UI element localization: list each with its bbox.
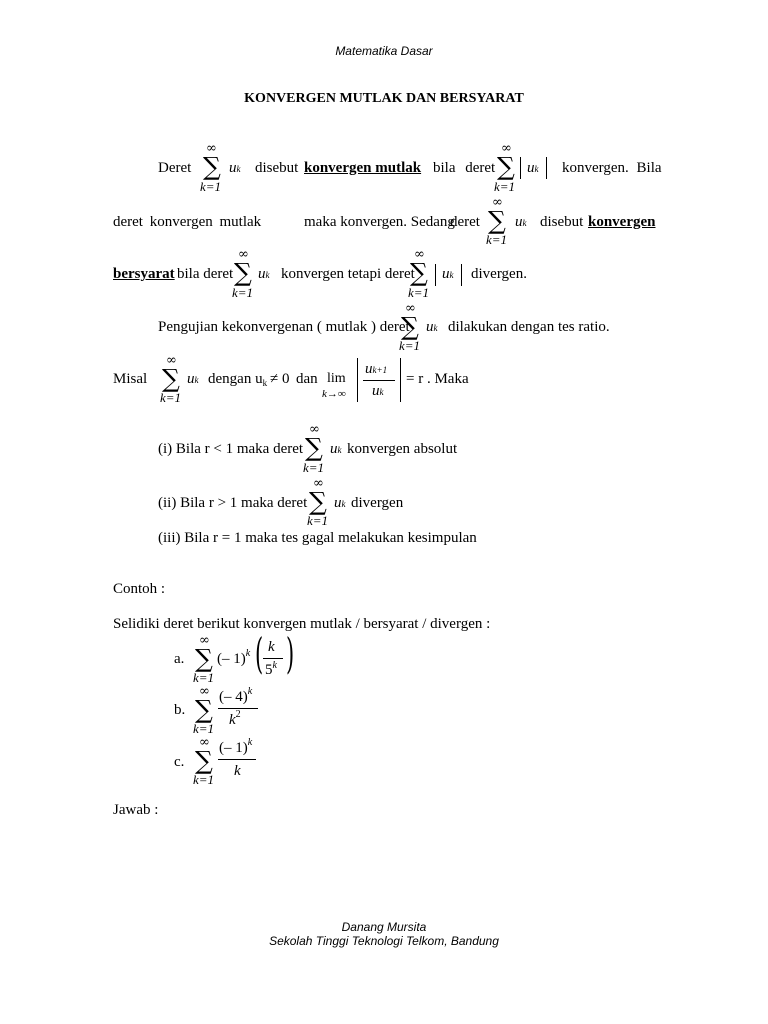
sigma-upper: ∞ <box>501 141 512 156</box>
text-deret-konvergen-mutlak: deret konvergen mutlak <box>113 214 262 230</box>
sigma-upper: ∞ <box>166 353 177 368</box>
rule-ii-result: divergen <box>351 495 404 511</box>
sigma-upper: ∞ <box>238 247 249 262</box>
term-bersyarat: bersyarat <box>113 266 175 282</box>
sigma-symbol: ∑ <box>203 152 221 181</box>
item-b-numerator: (– 4)$^k$ <box>219 686 253 705</box>
uk-term: uk <box>330 441 342 457</box>
lim-subscript: k→∞ <box>322 388 346 400</box>
sigma-lower: k=1 <box>200 179 222 194</box>
text-misal: Misal <box>113 371 148 387</box>
uk-term: uk <box>334 495 346 511</box>
item-a-denominator: 5$^k$ <box>265 660 277 678</box>
sigma-lower: k=1 <box>486 232 508 247</box>
text-konvergen-bila: konvergen. Bila <box>562 160 662 176</box>
sigma-symbol: ∑ <box>497 152 515 181</box>
jawab-label: Jawab : <box>113 802 159 818</box>
text-tes-ratio: dilakukan dengan tes ratio. <box>448 319 610 335</box>
abs-bar-right <box>461 264 462 286</box>
text-konvergen-tetapi: konvergen tetapi deret <box>281 266 415 282</box>
text-disebut: disebut <box>255 160 299 176</box>
sigma-symbol: ∑ <box>195 644 213 673</box>
uk-term: uk <box>426 319 438 335</box>
item-a-factor: (– 1)$^k$ <box>217 648 251 667</box>
page-header: Matematika Dasar <box>335 44 433 58</box>
text-not-equal-zero: ≠ 0 <box>270 371 290 387</box>
ratio-denominator: uk <box>372 383 384 399</box>
sigma-symbol: ∑ <box>410 258 428 287</box>
item-c-numerator: (– 1)$^k$ <box>219 737 253 756</box>
text-equals-r-maka: = r . Maka <box>406 371 469 387</box>
paren-right: ) <box>286 629 295 678</box>
sigma-upper: ∞ <box>309 422 320 437</box>
term-konvergen: konvergen <box>588 214 656 230</box>
sigma-symbol: ∑ <box>162 364 180 393</box>
footer-institution: Sekolah Tinggi Teknologi Telkom, Bandung <box>269 934 499 948</box>
item-c-fraction-line <box>218 759 256 760</box>
sigma-upper: ∞ <box>405 301 416 316</box>
sigma-lower: k=1 <box>193 721 215 736</box>
text-divergen: divergen. <box>471 266 527 282</box>
sigma-symbol: ∑ <box>309 487 327 516</box>
sigma-lower: k=1 <box>303 460 325 475</box>
sigma-symbol: ∑ <box>305 433 323 462</box>
text-maka-konvergen: maka konvergen. Sedang <box>304 214 455 230</box>
text-bila-deret: bila deret <box>177 266 234 282</box>
sigma-lower: k=1 <box>232 285 254 300</box>
rule-ii-text: (ii) Bila r > 1 maka deret <box>158 495 308 511</box>
abs-bar-left <box>520 157 521 179</box>
item-b-label: b. <box>174 702 186 718</box>
text-bila-deret: bila deret <box>433 160 496 176</box>
uk-term: uk <box>187 371 199 387</box>
uk-term: uk <box>515 214 527 230</box>
item-c-label: c. <box>174 754 185 770</box>
contoh-label: Contoh : <box>113 581 166 597</box>
uk-term: uk <box>527 160 539 176</box>
item-c-denominator: k <box>234 763 241 779</box>
text-deret: deret <box>450 214 480 230</box>
item-a-fraction-line <box>263 658 283 659</box>
term-konvergen-mutlak: konvergen mutlak <box>304 160 422 176</box>
abs-bar-right <box>546 157 547 179</box>
sigma-lower: k=1 <box>160 390 182 405</box>
paren-left: ( <box>255 629 264 678</box>
sigma-symbol: ∑ <box>195 746 213 775</box>
item-b-denominator: $k^2$ <box>229 709 241 728</box>
lim-word: lim <box>327 371 346 386</box>
rule-i-text: (i) Bila r < 1 maka deret <box>158 441 304 457</box>
sigma-symbol: ∑ <box>401 312 419 341</box>
text-deret: Deret <box>158 160 192 176</box>
page-title: KONVERGEN MUTLAK DAN BERSYARAT <box>244 91 524 106</box>
ratio-numerator: uk+1 <box>365 361 388 377</box>
sigma-lower: k=1 <box>408 285 430 300</box>
selidiki-text: Selidiki deret berikut konvergen mutlak / bersyarat / divergen : <box>113 616 491 632</box>
text-dan: dan <box>296 371 318 387</box>
rule-i-result: konvergen absolut <box>347 441 458 457</box>
sigma-symbol: ∑ <box>234 258 252 287</box>
uk-term: uk <box>229 160 241 176</box>
sigma-lower: k=1 <box>307 513 329 528</box>
item-a-label: a. <box>174 651 185 667</box>
sigma-symbol: ∑ <box>488 206 506 235</box>
sigma-lower: k=1 <box>399 338 421 353</box>
sigma-upper: ∞ <box>313 476 324 491</box>
abs-bar-left <box>357 358 358 402</box>
uk-term: uk <box>258 266 270 282</box>
text-pengujian: Pengujian kekonvergenan ( mutlak ) deret <box>158 319 410 335</box>
uk-term: uk <box>442 266 454 282</box>
sigma-upper: ∞ <box>199 735 210 750</box>
sigma-upper: ∞ <box>199 633 210 648</box>
abs-bar-right <box>400 358 401 402</box>
sigma-lower: k=1 <box>193 670 215 685</box>
sigma-upper: ∞ <box>199 684 210 699</box>
text-disebut: disebut <box>540 214 584 230</box>
sigma-upper: ∞ <box>206 141 217 156</box>
item-a-numerator: k <box>268 639 275 655</box>
sigma-upper: ∞ <box>414 247 425 262</box>
sigma-lower: k=1 <box>193 772 215 787</box>
rule-iii-text: (iii) Bila r = 1 maka tes gagal melakukan kesimpulan <box>158 530 477 546</box>
footer-author: Danang Mursita <box>341 920 427 934</box>
sigma-lower: k=1 <box>494 179 516 194</box>
abs-bar-left <box>435 264 436 286</box>
ratio-fraction-line <box>363 380 395 381</box>
sigma-upper: ∞ <box>492 195 503 210</box>
text-dengan: dengan $u_k$ <box>208 371 268 388</box>
sigma-symbol: ∑ <box>195 695 213 724</box>
